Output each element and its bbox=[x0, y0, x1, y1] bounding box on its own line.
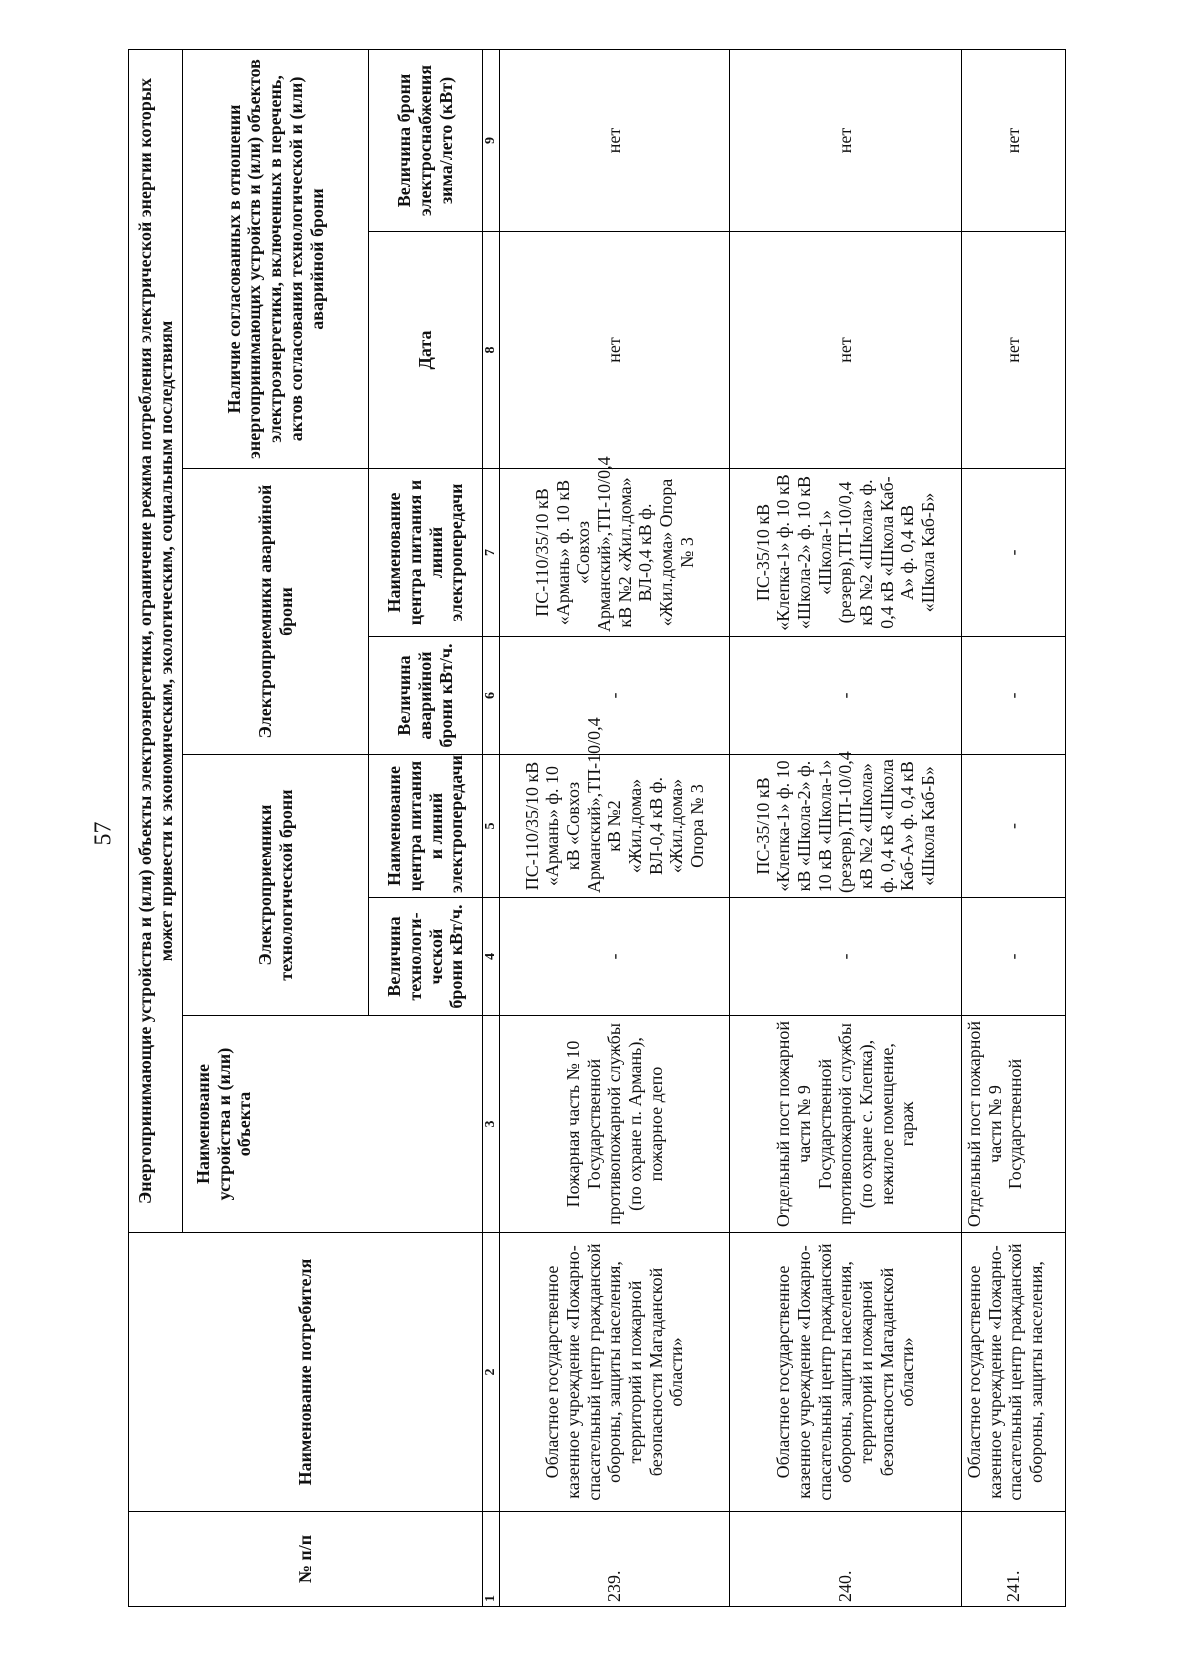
row-number: 239. bbox=[500, 1512, 730, 1607]
header-avar-value: Величина аварийной брони кВт/ч. bbox=[369, 637, 483, 755]
object-name: Отдельный пост пожарной части № 9 Государственной противопожарной службы (по охране с. Клепка), нежилое помещение, гараж bbox=[730, 1016, 962, 1233]
object-name: Отдельный пост пожарной части № 9 Государственной bbox=[962, 1016, 1066, 1233]
avar-value: - bbox=[730, 637, 962, 755]
tech-center: ПС-35/10 кВ «Клепка-1» ф. 10 кВ «Школа-2» ф. 10 кВ «Школа-1» (резерв),ТП-10/0,4 кВ №2 «Школа» ф. 0,4 кВ «Школа Каб-А» ф. 0,4 кВ «Школа Каб-Б» bbox=[730, 755, 962, 898]
tech-center: ПС-110/35/10 кВ «Армань» ф. 10 кВ «Совхоз Арманский»,ТП-10/0,4 кВ №2 «Жил.дома» ВЛ-0,4 кВ ф. «Жил.дома» Опора № 3 bbox=[500, 755, 730, 898]
header-consumer: Наименование потребителя bbox=[129, 1233, 483, 1512]
agree-reserve: нет bbox=[500, 49, 730, 231]
page-number: 57 bbox=[90, 821, 117, 846]
index-cell: 1 bbox=[483, 1512, 500, 1607]
index-cell: 5 bbox=[483, 755, 500, 898]
header-tech-value: Величина технологи-ческой брони кВт/ч. bbox=[369, 898, 483, 1016]
table-row bbox=[962, 49, 1066, 1606]
header-group-avar: Электроприемники аварийной брони bbox=[183, 469, 369, 755]
tech-value: - bbox=[500, 898, 730, 1016]
index-cell: 8 bbox=[483, 232, 500, 469]
header-group-main: Энергопринимающие устройства и (или) объекты электроэнергетики, ограничение режима потребления электрической энергии которых может привести к экономическим, экологическим, социальным последствиям bbox=[129, 49, 183, 1232]
avar-value: - bbox=[500, 637, 730, 755]
agree-reserve: нет bbox=[962, 49, 1066, 231]
avar-value: - bbox=[962, 637, 1066, 755]
table-row bbox=[730, 49, 962, 1606]
energy-consumers-table bbox=[128, 49, 1066, 1607]
avar-center: ПС-35/10 кВ «Клепка-1» ф. 10 кВ «Школа-2» ф. 10 кВ «Школа-1» (резерв),ТП-10/0,4 кВ №2 «Школа» ф. 0,4 кВ «Школа Каб-А» ф. 0,4 кВ «Школа Каб-Б» bbox=[730, 469, 962, 637]
header-object: Наименование устройства и (или) объекта bbox=[183, 1016, 483, 1233]
row-number: 240. bbox=[730, 1512, 962, 1607]
index-cell: 6 bbox=[483, 637, 500, 755]
agree-date: нет bbox=[962, 232, 1066, 469]
header-num: № п/п bbox=[129, 1512, 483, 1607]
tech-value: - bbox=[962, 898, 1066, 1016]
object-name: Пожарная часть № 10 Государственной противопожарной службы (по охране п. Армань), пожарное депо bbox=[500, 1016, 730, 1233]
header-avar-center: Наименование центра питания и линий электропередачи bbox=[369, 469, 483, 637]
header-date: Дата bbox=[369, 232, 483, 469]
header-group-agree: Наличие согласованных в отношении энергопринимающих устройств и (или) объектов электроэнергетики, включенных в перечень, актов согласования технологической и (или) аварийной брони bbox=[183, 49, 369, 468]
consumer-name: Областное государственное казенное учреждение «Пожарно-спасательный центр гражданской обороны, защиты населения, территорий и пожарной безопасности Магаданской области» bbox=[730, 1233, 962, 1512]
index-cell: 3 bbox=[483, 1016, 500, 1233]
avar-center: ПС-110/35/10 кВ «Армань» ф. 10 кВ «Совхоз Арманский»,ТП-10/0,4 кВ №2 «Жил.дома» ВЛ-0,4 кВ ф. «Жил.дома» Опора № 3 bbox=[500, 469, 730, 637]
agree-date: нет bbox=[730, 232, 962, 469]
consumer-name: Областное государственное казенное учреждение «Пожарно-спасательный центр гражданской обороны, защиты населения, bbox=[962, 1233, 1066, 1512]
header-reserve: Величина брони электроснабжения зима/лето (кВт) bbox=[369, 49, 483, 231]
agree-date: нет bbox=[500, 232, 730, 469]
tech-value: - bbox=[730, 898, 962, 1016]
index-cell: 7 bbox=[483, 469, 500, 637]
index-cell: 9 bbox=[483, 49, 500, 231]
agree-reserve: нет bbox=[730, 49, 962, 231]
index-cell: 4 bbox=[483, 898, 500, 1016]
avar-center: - bbox=[962, 469, 1066, 637]
row-number: 241. bbox=[962, 1512, 1066, 1607]
table-row bbox=[500, 49, 730, 1606]
tech-center: - bbox=[962, 755, 1066, 898]
header-group-tech: Электроприемники технологической брони bbox=[183, 755, 369, 1016]
header-tech-center: Наименование центра питания и линий электропередачи bbox=[369, 755, 483, 898]
index-cell: 2 bbox=[483, 1233, 500, 1512]
consumer-name: Областное государственное казенное учреждение «Пожарно-спасательный центр гражданской обороны, защиты населения, территорий и пожарной безопасности Магаданской области» bbox=[500, 1233, 730, 1512]
rotated-table-container bbox=[128, 50, 1138, 1607]
